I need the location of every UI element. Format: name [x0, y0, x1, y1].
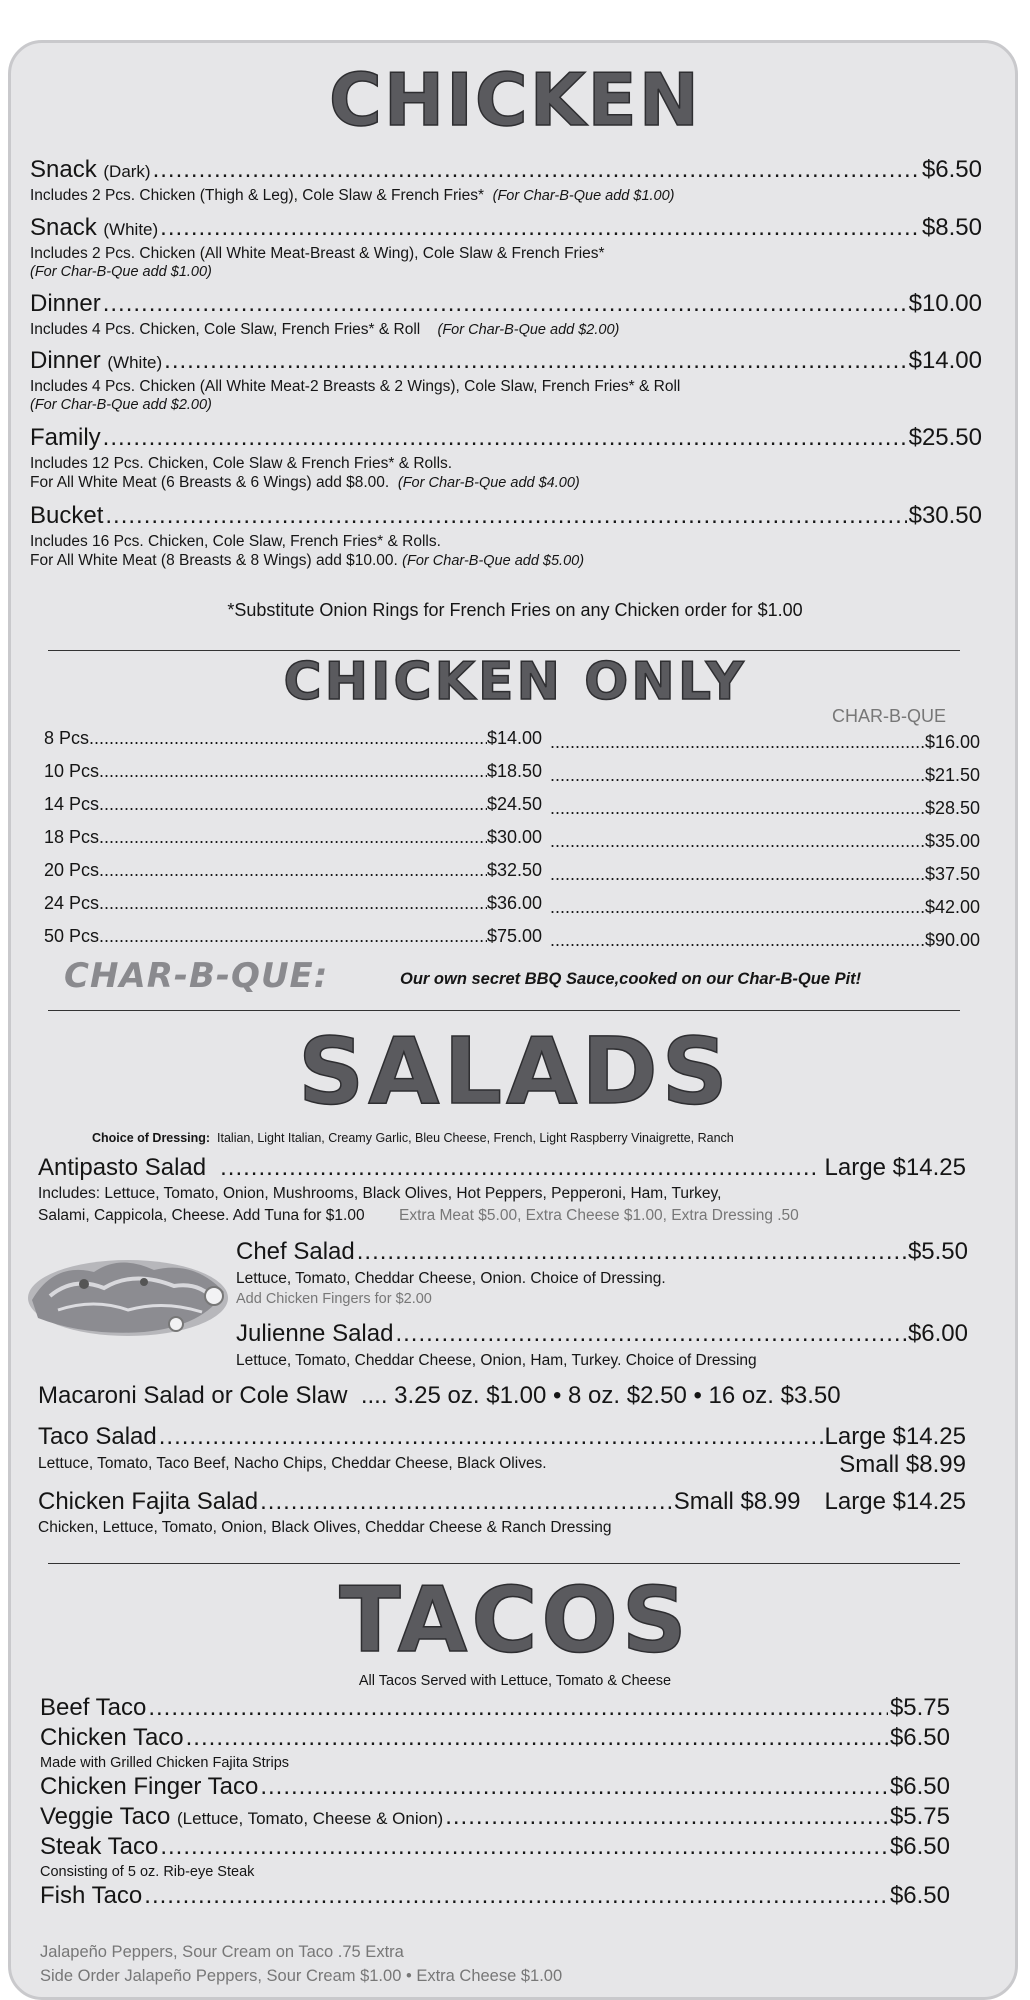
tacos-subheader: All Tacos Served with Lettuce, Tomato & Cheese [358, 1673, 672, 1689]
price: $30.00 [486, 827, 542, 847]
leader-dots [550, 765, 925, 786]
leader-dots [445, 1803, 888, 1831]
item-description [30, 321, 619, 339]
charbque-price: $28.50 [924, 798, 980, 818]
leader-dots [550, 930, 925, 951]
leader-dots [144, 1882, 888, 1910]
item-name: Macaroni Salad or Cole Slaw [38, 1382, 348, 1409]
tacos-header: TACOS [339, 1568, 691, 1673]
item-price: $5.75 [889, 1803, 950, 1830]
item-name: Chicken Taco [40, 1724, 184, 1751]
item-name: Chef Salad [236, 1238, 355, 1265]
chef-salad [236, 1238, 968, 1266]
chicken-item-dinner-white [30, 347, 982, 375]
section-divider [48, 1563, 960, 1564]
chicken-only-row [44, 794, 542, 815]
charbque-note: (For Char-B-Que add $2.00) [30, 397, 212, 413]
taco-salad [38, 1423, 966, 1451]
section-divider [48, 1010, 960, 1011]
item-description: Includes 12 Pcs. Chicken, Cole Slaw & French Fries* & Rolls. [30, 455, 453, 472]
item-name: Taco Salad [38, 1423, 157, 1450]
leader-dots [99, 827, 487, 848]
charbque-price: $16.00 [924, 732, 980, 752]
leader-dots [160, 214, 920, 242]
dressing-choices [92, 1129, 734, 1147]
charbque-price: $90.00 [924, 930, 980, 950]
tacos-extra-2: Side Order Jalapeño Peppers, Sour Cream $1.00 • Extra Cheese $1.00 [40, 1967, 563, 1985]
leader-dots [550, 732, 925, 753]
desc-text: For All White Meat (6 Breasts & 6 Wings) add $8.00. [30, 474, 390, 491]
chicken-header: CHICKEN [329, 58, 701, 142]
item-description: Includes 4 Pcs. Chicken (All White Meat-2 Breasts & 2 Wings), Cole Slaw, French Fries* & Roll [30, 378, 681, 395]
dressing-list: Italian, Light Italian, Creamy Garlic, Bleu Cheese, French, Light Raspberry Vinaigrette, Ranch [217, 1131, 734, 1145]
item-price: $5.75 [889, 1694, 950, 1721]
pieces-label: 10 Pcs [44, 761, 100, 781]
taco-item [40, 1773, 950, 1801]
item-qualifier: (White) [107, 353, 163, 372]
pieces-label: 14 Pcs [44, 794, 100, 814]
desc-text: Includes 2 Pcs. Chicken (Thigh & Leg), Cole Slaw & French Fries* [30, 187, 484, 204]
item-price: $6.00 [907, 1320, 968, 1347]
charbque-column-header: CHAR-B-QUE [832, 706, 947, 726]
leader-dots [99, 893, 487, 914]
item-description: Lettuce, Tomato, Cheddar Cheese, Onion, Ham, Turkey. Choice of Dressing [236, 1352, 757, 1369]
desc-text: Salami, Cappicola, Cheese. Add Tuna for $1.00 [38, 1207, 365, 1224]
chicken-item-bucket [30, 502, 982, 530]
pieces-label: 18 Pcs [44, 827, 100, 847]
price: $24.50 [486, 794, 542, 814]
leader-dots [550, 897, 925, 918]
leader-dots [357, 1238, 906, 1266]
item-price: $6.50 [889, 1833, 950, 1860]
price: $14.00 [486, 728, 542, 748]
charbque-note: (For Char-B-Que add $1.00) [30, 264, 212, 280]
item-name: Chicken Fajita Salad [38, 1488, 259, 1515]
tacos-extra-1: Jalapeño Peppers, Sour Cream on Taco .75 Extra [40, 1943, 404, 1961]
chicken-only-charbque-price [550, 930, 980, 951]
item-description: Includes: Lettuce, Tomato, Onion, Mushrooms, Black Olives, Hot Peppers, Pepperoni, Ham, Turkey, [38, 1185, 722, 1202]
taco-item [40, 1724, 950, 1752]
item-name: Dinner [30, 347, 101, 374]
pieces-label: 8 Pcs [44, 728, 90, 748]
price: $18.50 [486, 761, 542, 781]
extra-note: Add Chicken Fingers for $2.00 [236, 1291, 432, 1307]
leader-dots [89, 728, 487, 749]
item-name: Dinner [30, 290, 101, 317]
chicken-only-header: CHICKEN ONLY [283, 652, 747, 712]
item-description-2 [30, 474, 580, 492]
chicken-item-snack-dark [30, 156, 982, 184]
price: $36.00 [486, 893, 542, 913]
desc-text: Includes 4 Pcs. Chicken, Cole Slaw, French Fries* & Roll [30, 321, 421, 338]
chicken-item-snack-white [30, 214, 982, 242]
leader-dots [220, 1154, 814, 1182]
item-price: $6.50 [889, 1773, 950, 1800]
chicken-only-row [44, 893, 542, 914]
leader-dots [260, 1488, 672, 1516]
item-price: $6.50 [889, 1882, 950, 1909]
leader-dots [160, 1833, 888, 1861]
chicken-item-family [30, 424, 982, 452]
item-qualifier: (White) [103, 220, 159, 239]
item-description [30, 187, 675, 205]
leader-dots [550, 831, 925, 852]
item-description-2 [30, 552, 584, 570]
charbque-note: (For Char-B-Que add $2.00) [437, 322, 620, 338]
charbque-note: (For Char-B-Que add $1.00) [492, 188, 675, 204]
item-price: $25.50 [908, 424, 982, 451]
item-price-large: Large $14.25 [824, 1488, 966, 1515]
item-description: Chicken, Lettuce, Tomato, Onion, Black Olives, Cheddar Cheese & Ranch Dressing [38, 1519, 612, 1536]
chicken-only-row [44, 827, 542, 848]
item-price: $8.50 [921, 214, 982, 241]
chicken-only-row [44, 761, 542, 782]
item-price-small: Small $8.99 [839, 1451, 966, 1478]
item-name: Chicken Finger Taco [40, 1773, 259, 1800]
price: $75.00 [486, 926, 542, 946]
charbque-price: $37.50 [924, 864, 980, 884]
extra-note: Extra Meat $5.00, Extra Cheese $1.00, Extra Dressing .50 [399, 1207, 799, 1224]
leader-dots [164, 347, 906, 375]
taco-item [40, 1882, 950, 1910]
item-description: Consisting of 5 oz. Rib-eye Steak [40, 1864, 255, 1880]
salads-header: SALADS [298, 1018, 732, 1125]
pieces-label: 24 Pcs [44, 893, 100, 913]
leader-dots [550, 798, 925, 819]
pieces-label: 50 Pcs [44, 926, 100, 946]
chicken-only-charbque-price [550, 897, 980, 918]
taco-item [40, 1694, 950, 1722]
charbque-note: (For Char-B-Que add $5.00) [402, 553, 585, 569]
macaroni-salad-row [38, 1382, 841, 1410]
charbque-price: $21.50 [924, 765, 980, 785]
desc-text: For All White Meat (8 Breasts & 8 Wings) add $10.00. [30, 552, 398, 569]
item-description: Lettuce, Tomato, Taco Beef, Nacho Chips, Cheddar Cheese, Black Olives. [38, 1455, 547, 1472]
leader-dots [99, 926, 487, 947]
salad-image [24, 1248, 232, 1340]
item-price: Large $14.25 [824, 1423, 966, 1450]
leader-dots [99, 761, 487, 782]
chicken-only-row [44, 728, 542, 749]
item-name: Antipasto Salad [38, 1154, 207, 1181]
julienne-salad [236, 1320, 968, 1348]
chicken-only-row [44, 860, 542, 881]
antipasto-salad [38, 1154, 966, 1182]
item-description: Lettuce, Tomato, Cheddar Cheese, Onion. Choice of Dressing. [236, 1270, 666, 1287]
item-description: Includes 16 Pcs. Chicken, Cole Slaw, French Fries* & Rolls. [30, 533, 441, 550]
charbque-note: (For Char-B-Que add $4.00) [397, 475, 580, 491]
item-name: Snack [30, 214, 97, 241]
charbque-price: $35.00 [924, 831, 980, 851]
item-price: $30.50 [908, 502, 982, 529]
item-price: $10.00 [908, 290, 982, 317]
pieces-label: 20 Pcs [44, 860, 100, 880]
item-qualifier: (Dark) [103, 162, 151, 181]
item-name: Steak Taco [40, 1833, 159, 1860]
dressing-label: Choice of Dressing: [92, 1131, 211, 1145]
section-divider [48, 650, 960, 651]
item-qualifier: (Lettuce, Tomato, Cheese & Onion) [177, 1809, 444, 1828]
leader-dots [103, 424, 907, 452]
leader-dots [99, 860, 487, 881]
item-name: Family [30, 424, 101, 451]
chicken-only-charbque-price [550, 864, 980, 885]
leader-dots [148, 1694, 888, 1722]
charbque-description: Our own secret BBQ Sauce,cooked on our Char-B-Que Pit! [400, 970, 862, 988]
chicken-only-row [44, 926, 542, 947]
item-name: Beef Taco [40, 1694, 147, 1721]
leader-dots [159, 1423, 823, 1451]
item-price: $14.00 [908, 347, 982, 374]
item-name: Fish Taco [40, 1882, 143, 1909]
item-description: Includes 2 Pcs. Chicken (All White Meat-Breast & Wing), Cole Slaw & French Fries* [30, 245, 605, 262]
item-price: Large $14.25 [824, 1154, 966, 1181]
leader-dots [550, 864, 925, 885]
charbque-label: CHAR-B-QUE: [64, 956, 329, 996]
item-price: $6.50 [921, 156, 982, 183]
charbque-price: $42.00 [924, 897, 980, 917]
chicken-footnote: *Substitute Onion Rings for French Fries on any Chicken order for $1.00 [227, 600, 803, 620]
chicken-only-charbque-price [550, 798, 980, 819]
chicken-item-dinner [30, 290, 982, 318]
leader-dots [260, 1773, 888, 1801]
item-price: .... 3.25 oz. $1.00 • 8 oz. $2.50 • 16 oz. $3.50 [360, 1382, 841, 1409]
leader-dots [186, 1724, 888, 1752]
chicken-only-charbque-price [550, 831, 980, 852]
taco-item [40, 1833, 950, 1861]
item-name: Bucket [30, 502, 104, 529]
item-price: $5.50 [907, 1238, 968, 1265]
leader-dots [153, 156, 920, 184]
item-description-2 [38, 1207, 799, 1225]
chicken-fajita-salad [38, 1488, 966, 1516]
price: $32.50 [486, 860, 542, 880]
leader-dots [99, 794, 487, 815]
chicken-only-charbque-price [550, 732, 980, 753]
taco-item [40, 1803, 950, 1831]
chicken-only-charbque-price [550, 765, 980, 786]
leader-dots [103, 290, 907, 318]
item-name: Julienne Salad [236, 1320, 394, 1347]
item-price: $6.50 [889, 1724, 950, 1751]
leader-dots [395, 1320, 905, 1348]
item-name: Veggie Taco [40, 1803, 171, 1830]
item-name: Snack [30, 156, 97, 183]
item-description: Made with Grilled Chicken Fajita Strips [40, 1755, 290, 1771]
item-price: Small $8.99 [673, 1488, 801, 1515]
leader-dots [105, 502, 906, 530]
